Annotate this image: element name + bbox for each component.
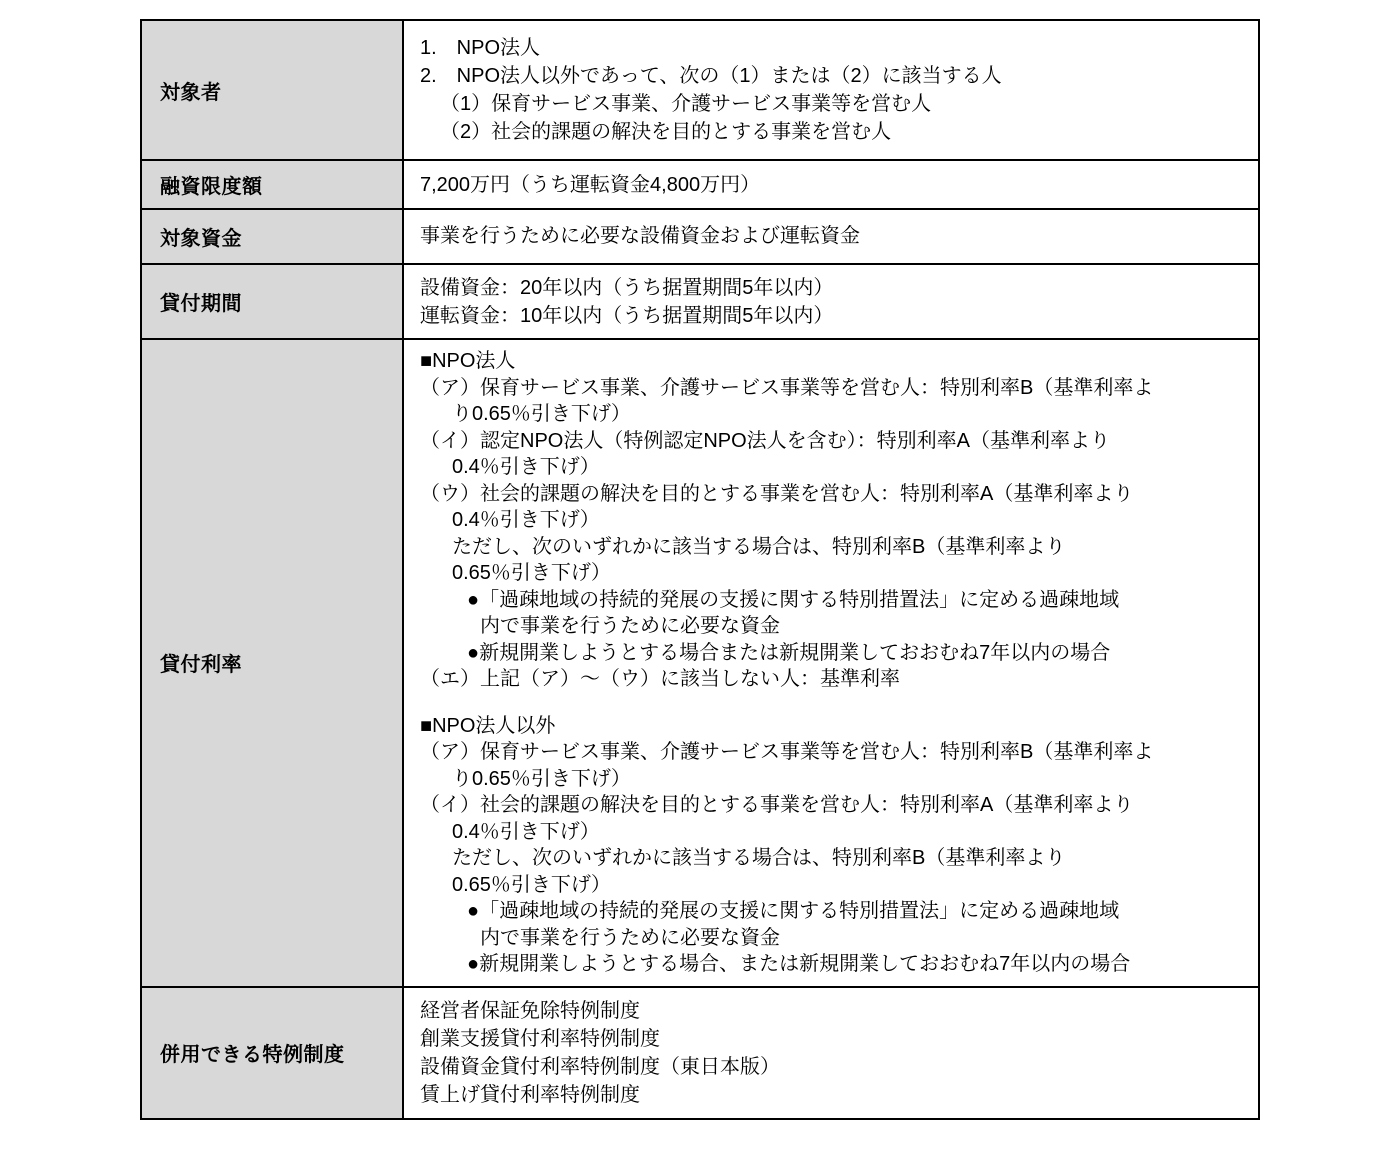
table-row — [142, 988, 1258, 1118]
content-line: 0.4％引き下げ） — [452, 456, 600, 478]
row-content — [404, 265, 1258, 338]
content-line: （ア）保育サービス事業、介護サービス事業等を営む人：特別利率B（基準利率よ — [420, 376, 1154, 399]
content-line: ●「過疎地域の持続的発展の支援に関する特別措置法」に定める過疎地域 — [467, 588, 1120, 611]
row-content — [404, 340, 1258, 986]
content-line: 0.4％引き下げ） — [452, 509, 600, 531]
content-line: 事業を行うために必要な設備資金および運転資金 — [420, 225, 860, 247]
table-row — [142, 340, 1258, 988]
content-line — [420, 693, 1244, 713]
content-line: 設備資金：20年以内（うち据置期間5年以内） — [420, 277, 834, 299]
content-line: 0.4％引き下げ） — [452, 820, 600, 843]
row-header: 貸付利率 — [142, 340, 404, 986]
content-line: 2. NPO法人以外であって、次の（1）または（2）に該当する人 — [420, 65, 1002, 87]
content-line: 設備資金貸付利率特例制度（東日本版） — [420, 1055, 780, 1078]
row-header: 融資限度額 — [142, 161, 404, 208]
table-row — [142, 161, 1258, 210]
content-line: り0.65％引き下げ） — [452, 767, 631, 790]
content-line: 内で事業を行うために必要な資金 — [480, 615, 780, 637]
content-line: （2）社会的課題の解決を目的とする事業を営む人 — [440, 121, 892, 143]
loan-conditions-table — [140, 19, 1260, 1120]
content-line: 運転資金：10年以内（うち据置期間5年以内） — [420, 305, 834, 327]
content-line: ●新規開業しようとする場合または新規開業しておおむね7年以内の場合 — [467, 641, 1111, 664]
content-line: 賃上げ貸付利率特例制度 — [420, 1083, 640, 1106]
content-line: （イ）認定NPO法人（特例認定NPO法人を含む）：特別利率A（基準利率より — [420, 429, 1111, 452]
content-line: （1）保育サービス事業、介護サービス事業等を営む人 — [440, 93, 932, 115]
content-line: ●新規開業しようとする場合、または新規開業しておおむね7年以内の場合 — [467, 953, 1131, 975]
content-line: 経営者保証免除特例制度 — [420, 999, 640, 1022]
content-line: ■NPO法人 — [420, 350, 516, 372]
row-content — [404, 21, 1258, 159]
row-content — [404, 988, 1258, 1118]
row-content — [404, 210, 1258, 263]
content-line: 内で事業を行うために必要な資金 — [480, 926, 780, 949]
content-line: 0.65％引き下げ） — [452, 873, 611, 896]
content-line: 創業支援貸付利率特例制度 — [420, 1027, 660, 1050]
content-line: （ウ）社会的課題の解決を目的とする事業を営む人：特別利率A（基準利率より — [420, 482, 1134, 505]
content-line: ■NPO法人以外 — [420, 714, 556, 737]
table-row — [142, 21, 1258, 161]
content-line: 1. NPO法人 — [420, 37, 541, 59]
content-line: （エ）上記（ア）～（ウ）に該当しない人：基準利率 — [420, 668, 900, 690]
table-row — [142, 210, 1258, 265]
row-header: 貸付期間 — [142, 265, 404, 338]
row-content — [404, 161, 1258, 208]
row-header: 併用できる特例制度 — [142, 988, 404, 1118]
row-header: 対象資金 — [142, 210, 404, 263]
content-line: 0.65％引き下げ） — [452, 562, 611, 584]
content-line: 7,200万円（うち運転資金4,800万円） — [420, 174, 761, 196]
row-header: 対象者 — [142, 21, 404, 159]
content-line: ただし、次のいずれかに該当する場合は、特別利率B（基準利率より — [452, 847, 1066, 869]
table-row — [142, 265, 1258, 340]
content-line: り0.65％引き下げ） — [452, 403, 631, 425]
content-line: （ア）保育サービス事業、介護サービス事業等を営む人：特別利率B（基準利率よ — [420, 741, 1154, 763]
content-line: ●「過疎地域の持続的発展の支援に関する特別措置法」に定める過疎地域 — [467, 900, 1120, 922]
content-line: ただし、次のいずれかに該当する場合は、特別利率B（基準利率より — [452, 535, 1066, 558]
content-line: （イ）社会的課題の解決を目的とする事業を営む人：特別利率A（基準利率より — [420, 794, 1134, 816]
